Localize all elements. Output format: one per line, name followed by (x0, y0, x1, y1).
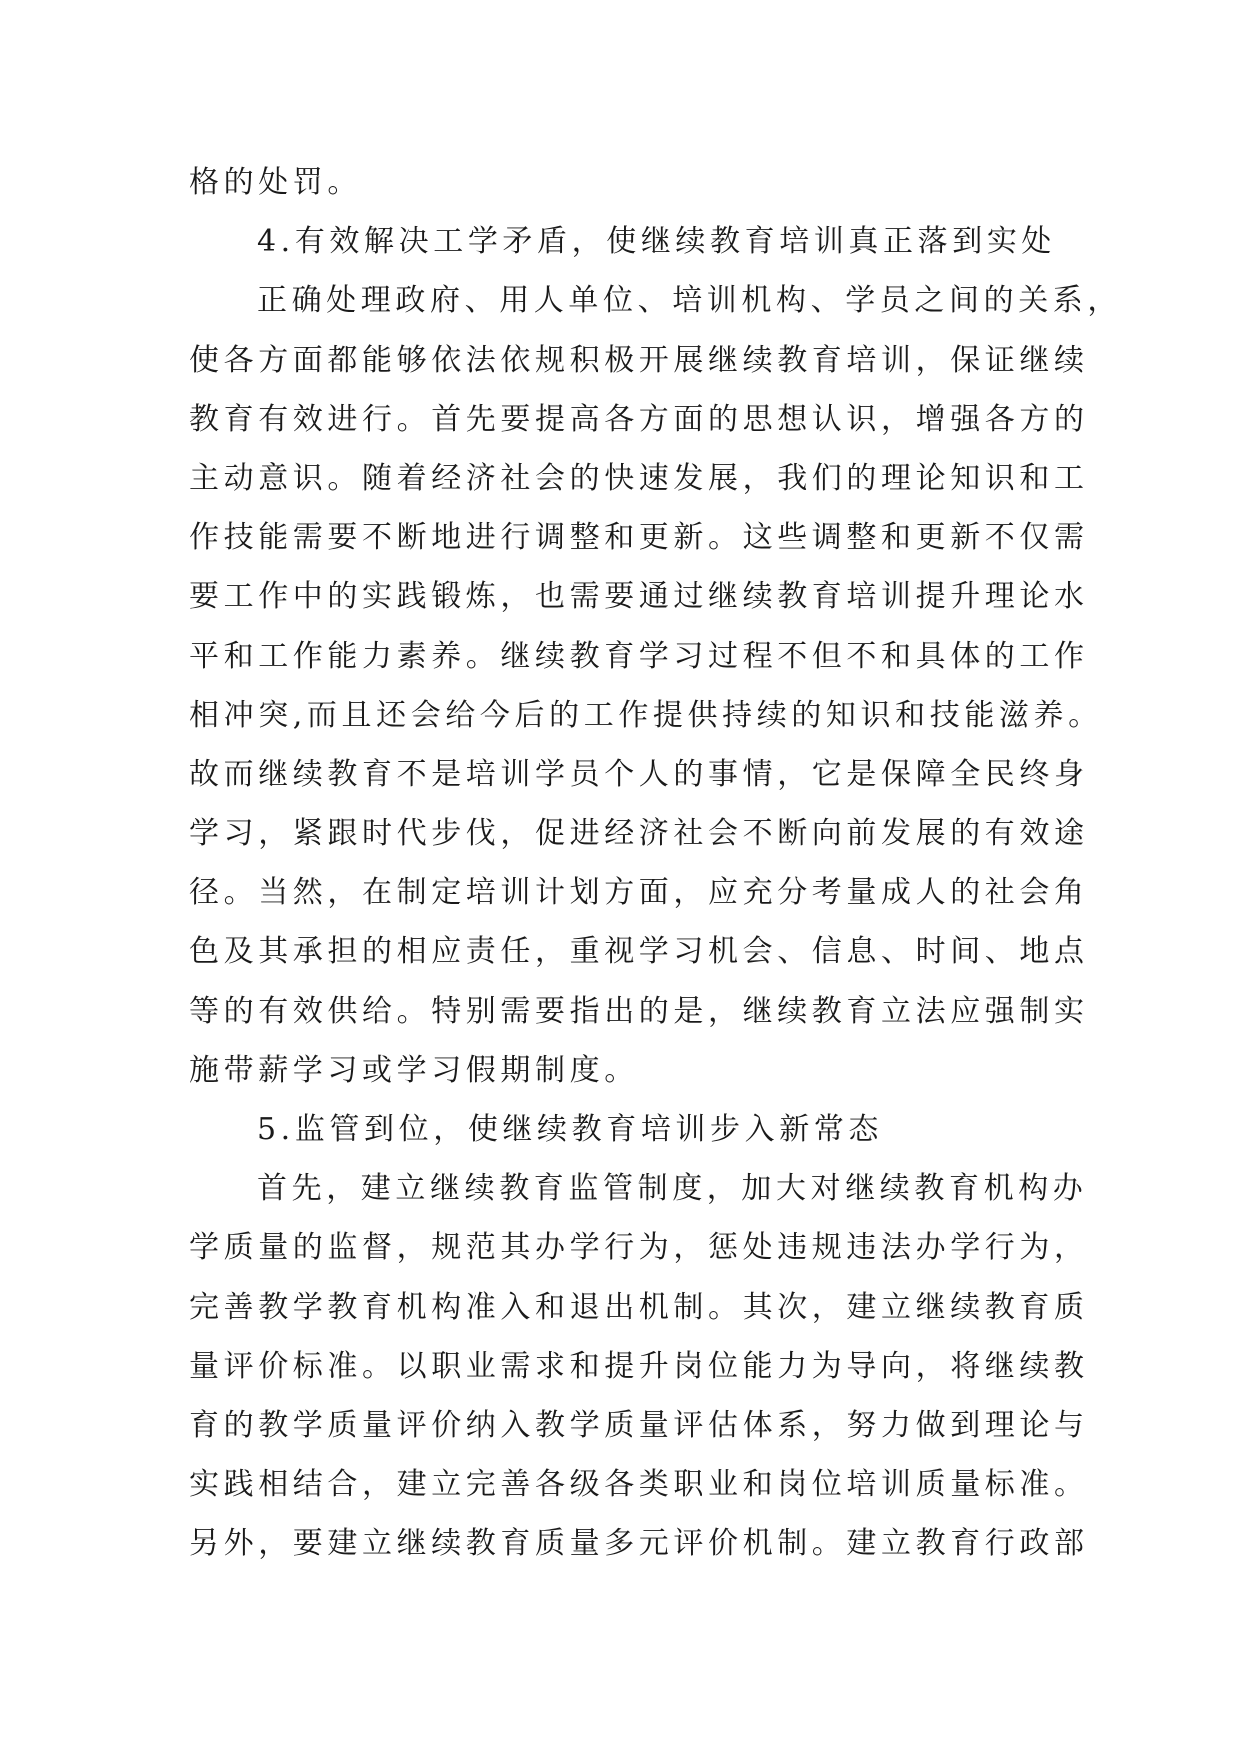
text-line: 育的教学质量评价纳入教学质量评估体系，努力做到理论与 (189, 1407, 1089, 1443)
text-line: 学质量的监督，规范其办学行为，惩处违规违法办学行为， (189, 1230, 1089, 1266)
text-line: 要工作中的实践锻炼，也需要通过继续教育培训提升理论水 (189, 579, 1089, 615)
section-heading-5: 5.监管到位，使继续教育培训步入新常态 (257, 1112, 884, 1147)
paragraph-first-line: 首先，建立继续教育监管制度，加大对继续教育机构办 (257, 1171, 1088, 1207)
text-line: 另外，要建立继续教育质量多元评价机制。建立教育行政部 (189, 1526, 1089, 1562)
text-line: 学习，紧跟时代步伐，促进经济社会不断向前发展的有效途 (189, 816, 1089, 852)
text-line: 使各方面都能够依法依规积极开展继续教育培训，保证继续 (189, 342, 1089, 378)
text-line: 径。当然，在制定培训计划方面，应充分考量成人的社会角 (189, 875, 1089, 911)
text-line: 教育有效进行。首先要提高各方面的思想认识，增强各方的 (189, 401, 1089, 437)
text-line: 故而继续教育不是培训学员个人的事情，它是保障全民终身 (189, 756, 1089, 792)
text-line: 相冲突,而且还会给今后的工作提供持续的知识和技能滋养。 (189, 697, 1103, 733)
text-line: 色及其承担的相应责任，重视学习机会、信息、时间、地点 (189, 934, 1089, 970)
document-body (189, 153, 1122, 1574)
text-line: 实践相结合，建立完善各级各类职业和岗位培训质量标准。 (189, 1467, 1089, 1503)
text-line: 格的处罚。 (189, 165, 362, 200)
text-line: 平和工作能力素养。继续教育学习过程不但不和具体的工作 (189, 638, 1089, 674)
text-line: 等的有效供给。特别需要指出的是，继续教育立法应强制实 (189, 993, 1089, 1029)
text-line: 完善教学教育机构准入和退出机制。其次，建立继续教育质 (189, 1289, 1089, 1325)
text-line: 作技能需要不断地进行调整和更新。这些调整和更新不仅需 (189, 520, 1089, 556)
text-line: 主动意识。随着经济社会的快速发展，我们的理论知识和工 (189, 460, 1089, 496)
text-line: 施带薪学习或学习假期制度。 (189, 1052, 639, 1088)
paragraph-first-line: 正确处理政府、用人单位、培训机构、学员之间的关系， (257, 283, 1122, 319)
section-heading-4: 4.有效解决工学矛盾，使继续教育培训真正落到实处 (257, 224, 1057, 260)
text-line: 量评价标准。以职业需求和提升岗位能力为导向，将继续教 (189, 1348, 1089, 1384)
